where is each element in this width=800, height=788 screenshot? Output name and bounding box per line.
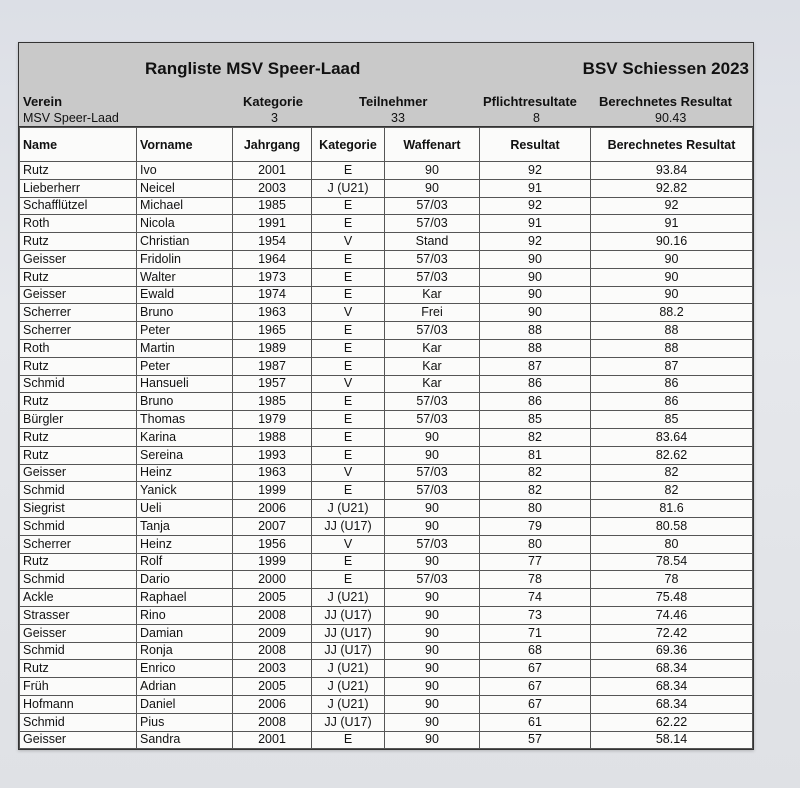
cell-resultat: 80 [480, 500, 591, 518]
cell-berechnetes-resultat: 81.6 [591, 500, 753, 518]
cell-jahrgang: 2009 [233, 624, 312, 642]
cell-berechnetes-resultat: 69.36 [591, 642, 753, 660]
cell-kategorie: E [312, 731, 385, 749]
cell-resultat: 87 [480, 357, 591, 375]
cell-name: Rutz [20, 446, 137, 464]
cell-kategorie: JJ (U17) [312, 713, 385, 731]
table-row [20, 589, 753, 607]
cell-jahrgang: 1988 [233, 428, 312, 446]
cell-name: Schmid [20, 642, 137, 660]
cell-berechnetes-resultat: 68.34 [591, 660, 753, 678]
cell-waffenart: 90 [385, 678, 480, 696]
cell-kategorie: V [312, 304, 385, 322]
value-verein: MSV Speer-Laad [23, 111, 119, 125]
cell-waffenart: 57/03 [385, 535, 480, 553]
cell-jahrgang: 1985 [233, 197, 312, 215]
cell-vorname: Karina [137, 428, 233, 446]
cell-waffenart: Kar [385, 375, 480, 393]
cell-name: Hofmann [20, 695, 137, 713]
cell-kategorie: J (U21) [312, 695, 385, 713]
cell-berechnetes-resultat: 88 [591, 322, 753, 340]
cell-kategorie: E [312, 393, 385, 411]
table-row [20, 606, 753, 624]
cell-berechnetes-resultat: 93.84 [591, 162, 753, 180]
cell-resultat: 73 [480, 606, 591, 624]
cell-jahrgang: 1989 [233, 339, 312, 357]
cell-kategorie: E [312, 446, 385, 464]
cell-berechnetes-resultat: 83.64 [591, 428, 753, 446]
cell-kategorie: V [312, 375, 385, 393]
cell-kategorie: JJ (U17) [312, 624, 385, 642]
cell-waffenart: 90 [385, 553, 480, 571]
table-row [20, 500, 753, 518]
label-berechnetes-resultat: Berechnetes Resultat [599, 94, 732, 109]
cell-waffenart: Kar [385, 357, 480, 375]
cell-waffenart: 57/03 [385, 393, 480, 411]
cell-vorname: Peter [137, 357, 233, 375]
cell-jahrgang: 2001 [233, 731, 312, 749]
cell-name: Rutz [20, 428, 137, 446]
cell-kategorie: E [312, 268, 385, 286]
table-row [20, 624, 753, 642]
cell-kategorie: V [312, 464, 385, 482]
cell-kategorie: E [312, 411, 385, 429]
cell-jahrgang: 1999 [233, 553, 312, 571]
cell-waffenart: 90 [385, 660, 480, 678]
cell-vorname: Heinz [137, 464, 233, 482]
ranking-table [19, 127, 753, 749]
cell-jahrgang: 1979 [233, 411, 312, 429]
cell-kategorie: E [312, 286, 385, 304]
cell-resultat: 92 [480, 162, 591, 180]
cell-vorname: Martin [137, 339, 233, 357]
value-berechnetes-resultat: 90.43 [655, 111, 687, 125]
table-row [20, 286, 753, 304]
cell-jahrgang: 1993 [233, 446, 312, 464]
table-row [20, 731, 753, 749]
value-teilnehmer: 33 [391, 111, 405, 125]
sheet-header [19, 43, 753, 127]
table-row [20, 660, 753, 678]
cell-name: Schmid [20, 482, 137, 500]
cell-kategorie: E [312, 553, 385, 571]
table-row [20, 642, 753, 660]
cell-resultat: 74 [480, 589, 591, 607]
table-row [20, 713, 753, 731]
table-row [20, 375, 753, 393]
cell-jahrgang: 1965 [233, 322, 312, 340]
cell-berechnetes-resultat: 92.82 [591, 179, 753, 197]
cell-resultat: 68 [480, 642, 591, 660]
table-row [20, 446, 753, 464]
cell-jahrgang: 1956 [233, 535, 312, 553]
cell-jahrgang: 1954 [233, 233, 312, 251]
cell-vorname: Tanja [137, 517, 233, 535]
col-resultat: Resultat [480, 128, 591, 162]
cell-resultat: 91 [480, 179, 591, 197]
cell-waffenart: 90 [385, 162, 480, 180]
cell-resultat: 67 [480, 695, 591, 713]
cell-name: Lieberherr [20, 179, 137, 197]
cell-name: Früh [20, 678, 137, 696]
cell-vorname: Christian [137, 233, 233, 251]
cell-vorname: Thomas [137, 411, 233, 429]
cell-jahrgang: 1964 [233, 250, 312, 268]
cell-berechnetes-resultat: 85 [591, 411, 753, 429]
cell-kategorie: J (U21) [312, 179, 385, 197]
cell-name: Ackle [20, 589, 137, 607]
cell-resultat: 90 [480, 268, 591, 286]
cell-waffenart: 90 [385, 695, 480, 713]
table-row [20, 464, 753, 482]
cell-kategorie: E [312, 250, 385, 268]
cell-vorname: Bruno [137, 304, 233, 322]
cell-jahrgang: 1957 [233, 375, 312, 393]
cell-waffenart: 57/03 [385, 482, 480, 500]
table-header-row [20, 128, 753, 162]
table-row [20, 215, 753, 233]
cell-name: Rutz [20, 393, 137, 411]
cell-name: Geisser [20, 731, 137, 749]
cell-resultat: 82 [480, 464, 591, 482]
cell-kategorie: J (U21) [312, 678, 385, 696]
cell-berechnetes-resultat: 86 [591, 393, 753, 411]
cell-name: Bürgler [20, 411, 137, 429]
cell-berechnetes-resultat: 75.48 [591, 589, 753, 607]
cell-resultat: 92 [480, 233, 591, 251]
cell-vorname: Adrian [137, 678, 233, 696]
cell-waffenart: 90 [385, 713, 480, 731]
cell-waffenart: Kar [385, 339, 480, 357]
cell-vorname: Rolf [137, 553, 233, 571]
label-verein: Verein [23, 94, 63, 109]
label-pflichtresultate: Pflichtresultate [483, 94, 577, 109]
cell-kategorie: JJ (U17) [312, 606, 385, 624]
cell-kategorie: E [312, 215, 385, 233]
cell-berechnetes-resultat: 68.34 [591, 695, 753, 713]
cell-resultat: 90 [480, 250, 591, 268]
table-row [20, 339, 753, 357]
cell-name: Scherrer [20, 322, 137, 340]
cell-berechnetes-resultat: 58.14 [591, 731, 753, 749]
cell-name: Schmid [20, 375, 137, 393]
cell-waffenart: 90 [385, 500, 480, 518]
cell-waffenart: 57/03 [385, 197, 480, 215]
cell-name: Rutz [20, 268, 137, 286]
col-jahrgang: Jahrgang [233, 128, 312, 162]
cell-name: Geisser [20, 464, 137, 482]
ranking-sheet [18, 42, 754, 750]
cell-berechnetes-resultat: 82 [591, 464, 753, 482]
cell-berechnetes-resultat: 80.58 [591, 517, 753, 535]
cell-name: Scherrer [20, 535, 137, 553]
cell-berechnetes-resultat: 87 [591, 357, 753, 375]
cell-vorname: Sandra [137, 731, 233, 749]
cell-name: Rutz [20, 162, 137, 180]
table-row [20, 482, 753, 500]
cell-kategorie: E [312, 428, 385, 446]
cell-name: Scherrer [20, 304, 137, 322]
cell-kategorie: E [312, 197, 385, 215]
cell-kategorie: E [312, 571, 385, 589]
table-row [20, 322, 753, 340]
cell-resultat: 57 [480, 731, 591, 749]
cell-waffenart: 90 [385, 446, 480, 464]
cell-vorname: Enrico [137, 660, 233, 678]
cell-name: Geisser [20, 624, 137, 642]
cell-jahrgang: 1963 [233, 304, 312, 322]
cell-berechnetes-resultat: 90 [591, 268, 753, 286]
cell-resultat: 77 [480, 553, 591, 571]
event-title: BSV Schiessen 2023 [582, 59, 749, 78]
cell-jahrgang: 1963 [233, 464, 312, 482]
table-row [20, 695, 753, 713]
cell-jahrgang: 2001 [233, 162, 312, 180]
cell-berechnetes-resultat: 86 [591, 375, 753, 393]
label-teilnehmer: Teilnehmer [359, 94, 428, 109]
table-row [20, 162, 753, 180]
cell-kategorie: E [312, 482, 385, 500]
value-kategorie: 3 [271, 111, 278, 125]
cell-name: Schafflützel [20, 197, 137, 215]
col-name: Name [20, 128, 137, 162]
cell-vorname: Rino [137, 606, 233, 624]
cell-name: Geisser [20, 286, 137, 304]
table-row [20, 678, 753, 696]
cell-berechnetes-resultat: 78.54 [591, 553, 753, 571]
cell-resultat: 79 [480, 517, 591, 535]
cell-jahrgang: 2008 [233, 713, 312, 731]
cell-kategorie: J (U21) [312, 500, 385, 518]
cell-waffenart: 57/03 [385, 411, 480, 429]
cell-jahrgang: 2008 [233, 642, 312, 660]
cell-waffenart: 57/03 [385, 215, 480, 233]
cell-vorname: Heinz [137, 535, 233, 553]
cell-kategorie: J (U21) [312, 589, 385, 607]
cell-kategorie: E [312, 339, 385, 357]
col-berechnetes-resultat: Berechnetes Resultat [591, 128, 753, 162]
cell-waffenart: 57/03 [385, 250, 480, 268]
cell-jahrgang: 2003 [233, 179, 312, 197]
cell-jahrgang: 2006 [233, 500, 312, 518]
label-kategorie: Kategorie [243, 94, 303, 109]
cell-jahrgang: 1985 [233, 393, 312, 411]
cell-vorname: Raphael [137, 589, 233, 607]
cell-name: Schmid [20, 571, 137, 589]
table-row [20, 535, 753, 553]
cell-berechnetes-resultat: 88 [591, 339, 753, 357]
cell-waffenart: 90 [385, 517, 480, 535]
cell-jahrgang: 2005 [233, 678, 312, 696]
cell-resultat: 88 [480, 322, 591, 340]
cell-jahrgang: 2003 [233, 660, 312, 678]
cell-resultat: 90 [480, 304, 591, 322]
cell-waffenart: 90 [385, 428, 480, 446]
cell-berechnetes-resultat: 90 [591, 286, 753, 304]
cell-resultat: 81 [480, 446, 591, 464]
cell-berechnetes-resultat: 90.16 [591, 233, 753, 251]
cell-waffenart: Stand [385, 233, 480, 251]
cell-vorname: Ronja [137, 642, 233, 660]
cell-resultat: 78 [480, 571, 591, 589]
cell-berechnetes-resultat: 78 [591, 571, 753, 589]
cell-vorname: Ivo [137, 162, 233, 180]
cell-waffenart: 90 [385, 624, 480, 642]
cell-vorname: Ewald [137, 286, 233, 304]
cell-berechnetes-resultat: 80 [591, 535, 753, 553]
cell-waffenart: 57/03 [385, 571, 480, 589]
col-vorname: Vorname [137, 128, 233, 162]
cell-vorname: Fridolin [137, 250, 233, 268]
cell-berechnetes-resultat: 72.42 [591, 624, 753, 642]
cell-vorname: Neicel [137, 179, 233, 197]
cell-vorname: Ueli [137, 500, 233, 518]
cell-name: Roth [20, 215, 137, 233]
table-row [20, 268, 753, 286]
cell-waffenart: 57/03 [385, 322, 480, 340]
cell-vorname: Damian [137, 624, 233, 642]
cell-resultat: 82 [480, 428, 591, 446]
cell-vorname: Peter [137, 322, 233, 340]
cell-resultat: 90 [480, 286, 591, 304]
cell-resultat: 80 [480, 535, 591, 553]
cell-berechnetes-resultat: 62.22 [591, 713, 753, 731]
cell-waffenart: 57/03 [385, 464, 480, 482]
table-row [20, 553, 753, 571]
cell-jahrgang: 2005 [233, 589, 312, 607]
cell-jahrgang: 1999 [233, 482, 312, 500]
table-body [20, 162, 753, 749]
cell-berechnetes-resultat: 82.62 [591, 446, 753, 464]
ranking-title: Rangliste MSV Speer-Laad [145, 59, 361, 78]
table-row [20, 304, 753, 322]
cell-berechnetes-resultat: 88.2 [591, 304, 753, 322]
cell-vorname: Walter [137, 268, 233, 286]
cell-vorname: Bruno [137, 393, 233, 411]
cell-name: Rutz [20, 357, 137, 375]
cell-vorname: Nicola [137, 215, 233, 233]
cell-vorname: Pius [137, 713, 233, 731]
cell-jahrgang: 2008 [233, 606, 312, 624]
cell-berechnetes-resultat: 92 [591, 197, 753, 215]
cell-waffenart: 90 [385, 731, 480, 749]
cell-resultat: 85 [480, 411, 591, 429]
table-row [20, 517, 753, 535]
cell-resultat: 91 [480, 215, 591, 233]
cell-name: Rutz [20, 233, 137, 251]
table-row [20, 428, 753, 446]
cell-jahrgang: 1974 [233, 286, 312, 304]
table-row [20, 357, 753, 375]
cell-resultat: 88 [480, 339, 591, 357]
cell-name: Schmid [20, 713, 137, 731]
cell-kategorie: V [312, 535, 385, 553]
cell-waffenart: Kar [385, 286, 480, 304]
cell-jahrgang: 2006 [233, 695, 312, 713]
table-row [20, 197, 753, 215]
cell-waffenart: 90 [385, 179, 480, 197]
cell-vorname: Hansueli [137, 375, 233, 393]
cell-jahrgang: 2007 [233, 517, 312, 535]
cell-berechnetes-resultat: 74.46 [591, 606, 753, 624]
cell-name: Schmid [20, 517, 137, 535]
cell-resultat: 82 [480, 482, 591, 500]
table-row [20, 179, 753, 197]
cell-waffenart: 90 [385, 589, 480, 607]
cell-resultat: 67 [480, 678, 591, 696]
cell-name: Strasser [20, 606, 137, 624]
cell-waffenart: 57/03 [385, 268, 480, 286]
cell-resultat: 92 [480, 197, 591, 215]
cell-berechnetes-resultat: 82 [591, 482, 753, 500]
cell-jahrgang: 1973 [233, 268, 312, 286]
table-row [20, 233, 753, 251]
cell-name: Siegrist [20, 500, 137, 518]
cell-berechnetes-resultat: 91 [591, 215, 753, 233]
cell-jahrgang: 1991 [233, 215, 312, 233]
cell-waffenart: 90 [385, 606, 480, 624]
col-waffenart: Waffenart [385, 128, 480, 162]
cell-waffenart: Frei [385, 304, 480, 322]
cell-berechnetes-resultat: 68.34 [591, 678, 753, 696]
cell-resultat: 71 [480, 624, 591, 642]
cell-waffenart: 90 [385, 642, 480, 660]
cell-jahrgang: 2000 [233, 571, 312, 589]
cell-resultat: 61 [480, 713, 591, 731]
cell-vorname: Michael [137, 197, 233, 215]
cell-name: Geisser [20, 250, 137, 268]
table-row [20, 250, 753, 268]
cell-kategorie: JJ (U17) [312, 642, 385, 660]
cell-name: Rutz [20, 553, 137, 571]
cell-kategorie: JJ (U17) [312, 517, 385, 535]
cell-kategorie: E [312, 162, 385, 180]
cell-resultat: 86 [480, 375, 591, 393]
cell-kategorie: E [312, 357, 385, 375]
cell-kategorie: E [312, 322, 385, 340]
cell-berechnetes-resultat: 90 [591, 250, 753, 268]
cell-resultat: 67 [480, 660, 591, 678]
cell-vorname: Sereina [137, 446, 233, 464]
cell-name: Rutz [20, 660, 137, 678]
cell-name: Roth [20, 339, 137, 357]
cell-vorname: Yanick [137, 482, 233, 500]
cell-resultat: 86 [480, 393, 591, 411]
table-row [20, 393, 753, 411]
cell-jahrgang: 1987 [233, 357, 312, 375]
cell-kategorie: J (U21) [312, 660, 385, 678]
col-kategorie: Kategorie [312, 128, 385, 162]
table-row [20, 571, 753, 589]
table-row [20, 411, 753, 429]
cell-vorname: Daniel [137, 695, 233, 713]
value-pflichtresultate: 8 [533, 111, 540, 125]
cell-kategorie: V [312, 233, 385, 251]
cell-vorname: Dario [137, 571, 233, 589]
